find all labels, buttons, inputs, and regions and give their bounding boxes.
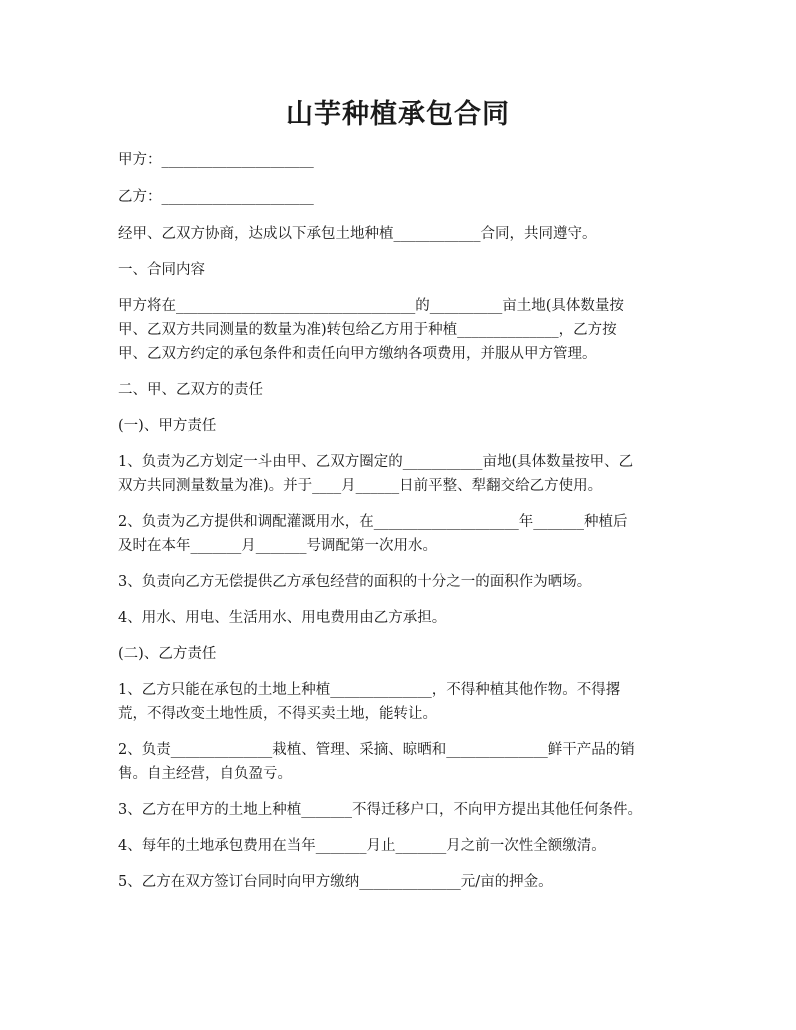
party-b-clause-2-line-1: 2、负责______________栽植、管理、采摘、晾晒和______________鲜干产品的销 — [118, 742, 635, 758]
party-a-clause-1-line-2: 双方共同测量数量为准)。并于____月______日前平整、犁翻交给乙方使用。 — [118, 478, 603, 494]
party-b-clause-5: 5、乙方在双方签订台同时向甲方缴纳______________元/亩的押金。 — [118, 874, 553, 890]
document-title: 山芋种植承包合同 — [286, 99, 510, 130]
intro-paragraph: 经甲、乙双方协商，达成以下承包土地种植____________合同，共同遵守。 — [118, 226, 597, 242]
party-a-line: 甲方：_____________________ — [118, 152, 314, 168]
section-1-paragraph-line-3: 甲、乙双方约定的承包条件和责任向甲方缴纳各项费用，并服从甲方管理。 — [118, 346, 597, 362]
section-1-heading: 一、合同内容 — [118, 262, 205, 278]
party-a-responsibilities-heading: (一)、甲方责任 — [118, 418, 217, 434]
section-1-paragraph-line-2: 甲、乙双方共同测量的数量为准)转包给乙方用于种植______________，乙方按 — [118, 322, 617, 338]
party-a-clause-3: 3、负责向乙方无偿提供乙方承包经营的面积的十分之一的面积作为晒场。 — [118, 574, 592, 590]
party-b-line: 乙方：_____________________ — [118, 189, 314, 205]
party-b-clause-1-line-2: 荒，不得改变土地性质，不得买卖土地，能转让。 — [118, 706, 437, 722]
party-a-clause-4: 4、用水、用电、生活用水、用电费用由乙方承担。 — [118, 610, 447, 626]
section-1-paragraph-line-1: 甲方将在_________________________________的__________亩土地(具体数量按 — [118, 298, 624, 314]
party-a-clause-1-line-1: 1、负责为乙方划定一斗由甲、乙双方圈定的___________亩地(具体数量按甲、乙 — [118, 454, 634, 470]
party-b-clause-1-line-1: 1、乙方只能在承包的土地上种植______________，不得种植其他作物。不得撂 — [118, 682, 621, 698]
party-b-clause-3: 3、乙方在甲方的土地上种植_______不得迁移户口，不向甲方提出其他任何条件。 — [118, 802, 642, 818]
party-b-clause-4: 4、每年的土地承包费用在当年_______月止_______月之前一次性全额缴清。 — [118, 838, 606, 854]
party-b-clause-2-line-2: 售。自主经营，自负盈亏。 — [118, 766, 292, 782]
section-2-heading: 二、甲、乙双方的责任 — [118, 382, 263, 398]
party-a-clause-2-line-1: 2、负责为乙方提供和调配灌溉用水，在____________________年_______种植后 — [118, 514, 628, 530]
party-a-clause-2-line-2: 及时在本年_______月_______号调配第一次用水。 — [118, 538, 437, 554]
party-b-responsibilities-heading: (二)、乙方责任 — [118, 646, 217, 662]
